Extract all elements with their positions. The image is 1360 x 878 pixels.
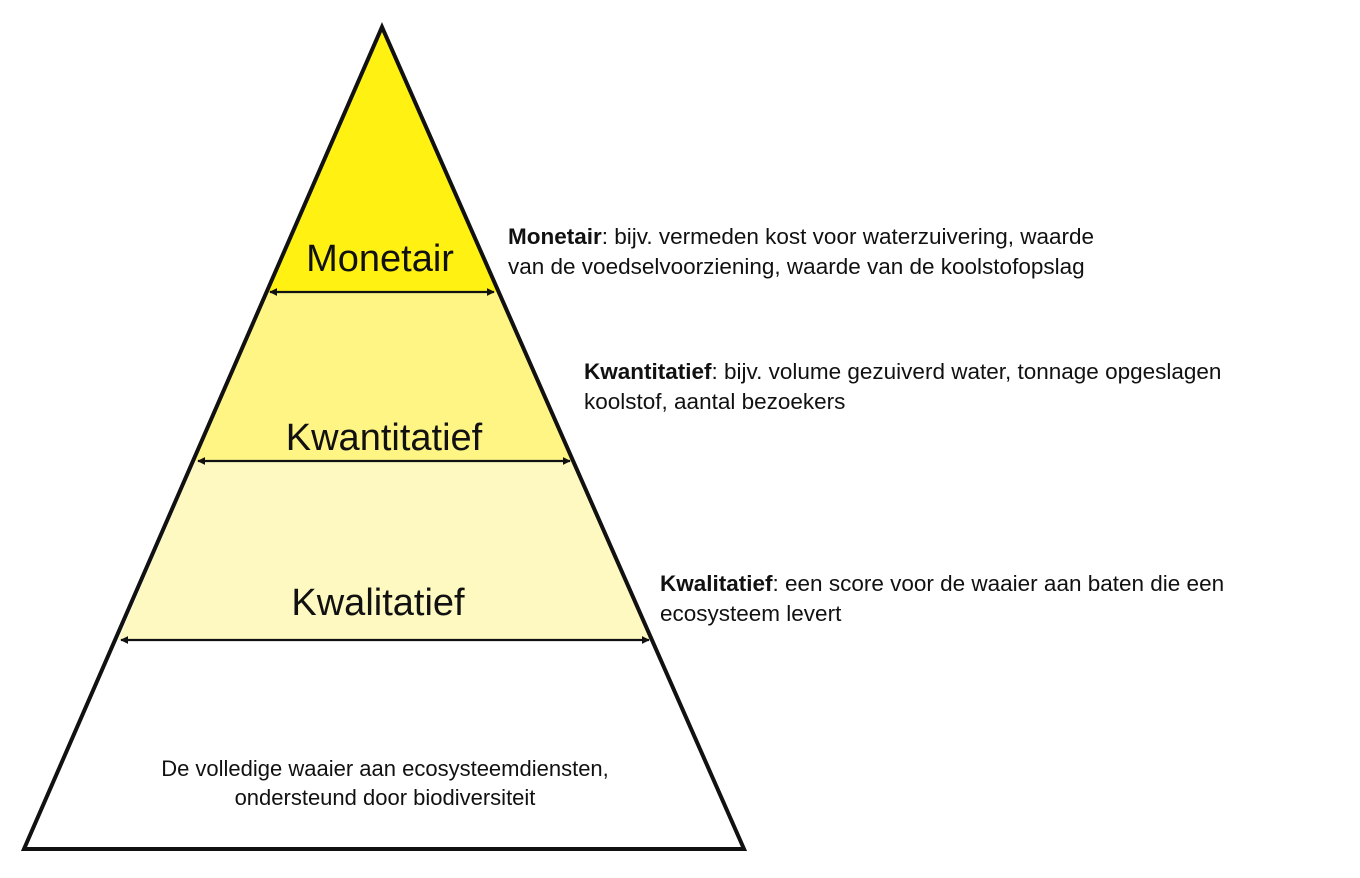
description-kwantitatief-line1 [584,357,1221,387]
base-description-line2: ondersteund door biodiversiteit [234,785,536,810]
description-text: : bijv. vermeden kost voor waterzuivering, waarde [601,224,1095,249]
description-text: : bijv. volume gezuiverd water, tonnage opgeslagen [711,359,1222,384]
tier-label-kwantitatief: Kwantitatief [285,417,483,459]
tier-label-monetair: Monetair [306,238,454,280]
description-kwalitatief-line1 [660,569,1224,599]
description-monetair-line1 [508,222,1094,252]
tier-base-fill [24,640,744,849]
description-term: Kwalitatief [660,571,773,596]
description-kwalitatief-line2: ecosysteem levert [660,601,842,626]
tier-label-kwalitatief: Kwalitatief [291,582,465,624]
base-description [60,754,710,812]
base-description-line1: De volledige waaier aan ecosysteemdiensten, [161,756,609,781]
description-kwantitatief-line2: koolstof, aantal bezoekers [584,389,846,414]
description-kwalitatief [660,569,1224,629]
description-kwantitatief [584,357,1221,417]
description-term: Monetair [508,224,602,249]
description-term: Kwantitatief [584,359,712,384]
description-monetair-line2: van de voedselvoorziening, waarde van de koolstofopslag [508,254,1085,279]
description-text: : een score voor de waaier aan baten die een [772,571,1225,596]
description-monetair [508,222,1094,282]
